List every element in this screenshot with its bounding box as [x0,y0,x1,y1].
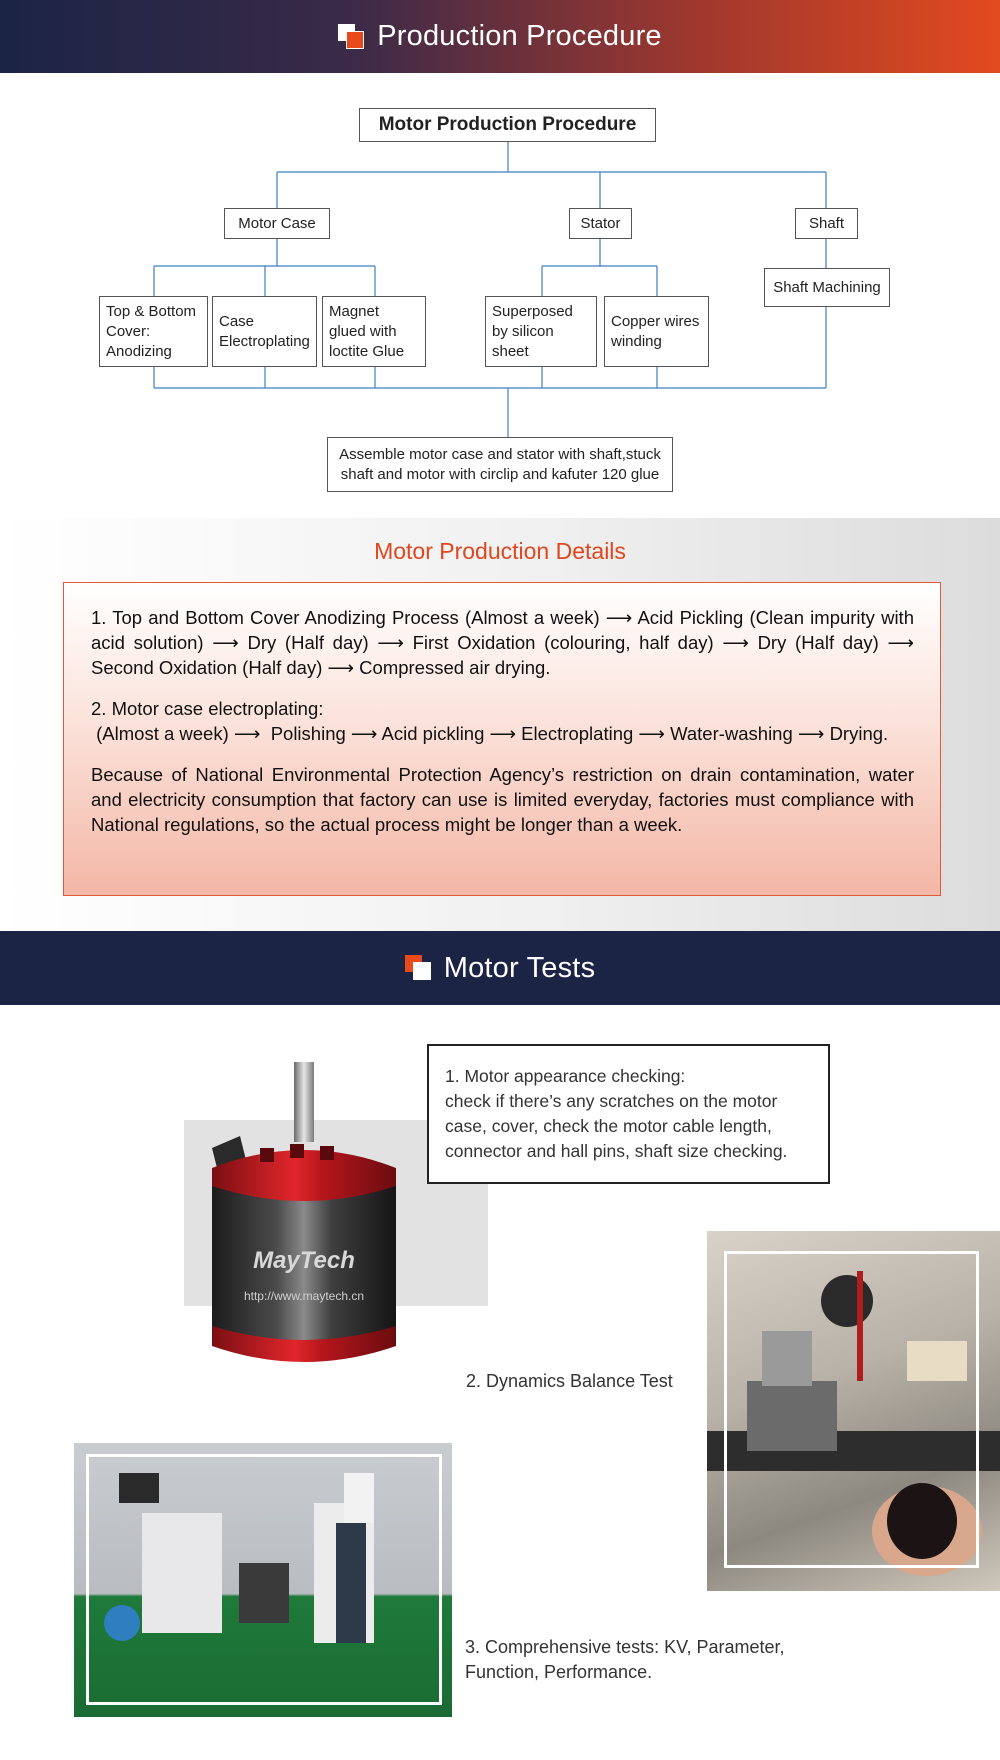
comprehensive-photo-frame [86,1454,442,1705]
flow-magnet-glued-box: Magnet glued with loctite Glue [322,296,426,367]
motor-brand-logo: MayTech [253,1247,355,1274]
test1-body: check if there’s any scratches on the motor case, cover, check the motor cable length, connector and hall pins, shaft size checking. [445,1091,788,1161]
flow-case-electroplating-box: Case Electroplating [212,296,317,367]
flow-anodizing-box: Top & Bottom Cover: Anodizing [99,296,208,367]
flow-assemble-box: Assemble motor case and stator with shaft,stuck shaft and motor with circlip and kafuter 120 glue [327,437,673,492]
balance-photo-frame [724,1251,979,1568]
production-procedure-title: Production Procedure [377,20,662,52]
details-paragraph-electroplating-steps: (Almost a week) ⟶ Polishing ⟶ Acid pickling ⟶ Electroplating ⟶ Water-washing ⟶ Drying. [91,723,889,744]
test3-line1: 3. Comprehensive tests: KV, Parameter, [465,1637,785,1657]
motor-url-text: http://www.maytech.cn [243,1289,365,1303]
details-title: Motor Production Details [374,538,626,564]
comprehensive-test-photo [74,1443,452,1717]
flow-shaft-machining-box: Shaft Machining [764,268,890,307]
flow-root-box: Motor Production Procedure [359,108,656,142]
flow-copper-winding-box: Copper wires winding [604,296,709,367]
squares-icon [338,24,364,50]
test3-line2: Function, Performance. [465,1662,653,1682]
details-paragraph-electroplating-title: 2. Motor case electroplating: [91,698,324,719]
flow-shaft-box: Shaft [795,208,858,239]
motor-tests-banner [0,931,1000,1005]
balance-test-photo [707,1231,1000,1591]
test2-label: 2. Dynamics Balance Test [466,1371,673,1391]
details-paragraph-regulations: Because of National Environmental Protection Agency’s restriction on drain contamination, water and electricity consumption that factory can use is limited everyday, factories must compliance with National regulations, so the actual process might be longer than a week. [91,764,914,835]
test1-box [427,1044,830,1184]
squares-icon [405,955,431,981]
test3-label [465,1635,785,1685]
details-box [63,582,941,896]
flow-stator-box: Stator [569,208,632,239]
flow-silicon-sheet-box: Superposed by silicon sheet [485,296,597,367]
production-procedure-banner [0,0,1000,73]
motor-tests-title: Motor Tests [443,951,596,984]
flow-motor-case-box: Motor Case [224,208,330,239]
test1-title: 1. Motor appearance checking: [445,1066,686,1086]
details-paragraph-anodizing: 1. Top and Bottom Cover Anodizing Process (Almost a week) ⟶ Acid Pickling (Clean impurity with acid solution) ⟶ Dry (Half day) ⟶ First Oxidation (colouring, half day) ⟶ Dry (Half day) ⟶ Second Oxidation (Half day) ⟶ Compressed air drying. [91,607,914,678]
motor-image [190,1060,410,1380]
